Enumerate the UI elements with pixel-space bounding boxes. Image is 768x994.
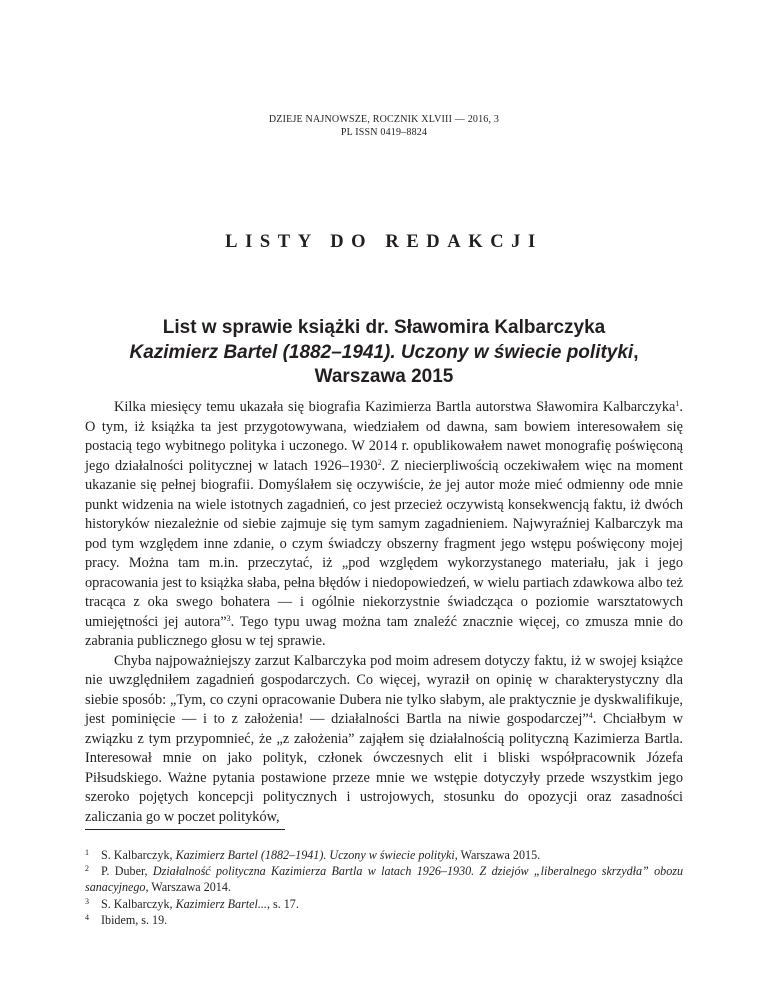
paragraph-1 <box>85 398 683 652</box>
footnotes <box>85 847 683 928</box>
paragraph-2-text-a: Chyba najpoważniejszy zarzut Kalbarczyka pod moim adresem dotyczy faktu, iż w swojej książce nie uwzględniłem zagadnień gospodarczych. Co więcej, wyraził on opinię w charakterystyczny dla siebie sposób: „Tym, co czyni opracowanie Dubera nie tylko słabym, ale praktycznie je dyskwalifikuje, jest pominięcie — i to z założenia! — działalności Bartla na niwie gospodarczej” <box>85 652 683 727</box>
article-body <box>85 398 683 827</box>
footnote-text-end: , Warszawa 2015. <box>454 848 541 862</box>
paragraph-1-text-c: . Z niecierpliwością oczekiwałem więc na moment ukazanie się pełnej biografii. Domyślałem się oczywiście, że jej autor może mieć odmienny ode mnie punkt widzenia na wiele istotnych zagadnień, co jest przecież oczywistą konsekwencją faktu, iż dwóch historyków niezależnie od siebie zajmuje się tym samym zagadnieniem. Najwyraźniej Kalbarczyk ma pod tym względem inne zdanie, o czym świadczy obszerny fragment jego wstępu poświęcony mojej pracy. Można tam m.in. przeczytać, iż „pod względem wykorzystanego materiału, jak i jego opracowania jest to książka słaba, pełna błędów i niedopowiedzeń, w wielu partiach zdawkowa albo też tracąca z oka swego bohatera — i ogólnie niekorzystnie świadcząca o poziomie warsztatowych umiejętności jej autora” <box>85 457 683 630</box>
journal-name: DZIEJE NAJNOWSZE, ROCZNIK XLVIII — 2016, 3 <box>268 114 500 125</box>
paragraph-1-text-b: . O tym, iż książka ta jest przygotowywana, wiedziałem od dawna, sam bowiem interesowałem się postacią tego wybitnego polityka i uczonego. W 2014 r. opublikowałem nawet monografię poświęconą jego działalności politycznej w latach 1926–1930 <box>85 399 683 474</box>
footnote-italic: Kazimierz Bartel (1882–1941). Uczony w świecie polityki <box>175 848 455 862</box>
paragraph-1-text-d: . Tego typu uwag można tam znaleźć znacznie więcej, co zmusza mnie do zabrania publicznego głosu w tej sprawie. <box>85 613 683 649</box>
paragraph-1-text-a: Kilka miesięcy temu ukazała się biografia Kazimierza Bartla autorstwa Sławomira Kalbarczyka <box>114 399 676 415</box>
book-title: Kazimierz Bartel (1882–1941). Uczony w świecie polityki <box>129 341 634 363</box>
footnote-ref-4: 4 <box>588 711 593 720</box>
footnote: 3 S. Kalbarczyk, Kazimierz Bartel..., s. 17. <box>85 896 299 911</box>
section-title: LISTY DO REDAKCJI <box>225 232 543 252</box>
footnote-text: S. Kalbarczyk, <box>101 848 176 862</box>
running-header <box>0 113 768 139</box>
footnote-text-end: , Warszawa 2014. <box>145 880 231 895</box>
title-line-1: List w sprawie książki dr. Sławomira Kalbarczyka <box>162 317 606 338</box>
footnote-text: S. Kalbarczyk, <box>101 896 176 911</box>
footnote-text: P. Duber, <box>101 864 153 879</box>
footnote-text: Ibidem, s. 19. <box>101 912 168 927</box>
footnote: 1 S. Kalbarczyk, Kazimierz Bartel (1882–1941). Uczony w świecie polityki, Warszawa 2015. <box>85 848 541 862</box>
title-line-3: Warszawa 2015 <box>314 366 454 387</box>
footnote-divider <box>85 829 285 830</box>
issn: PL ISSN 0419–8824 <box>340 127 428 138</box>
footnote: 4 Ibidem, s. 19. <box>85 912 168 927</box>
footnote: 2 P. Duber, Działalność polityczna Kazimierza Bartla w latach 1926–1930. Z dziejów „liberalnego skrzydła” obozu sanacyjnego, Warszawa 2014. <box>85 864 684 895</box>
footnote-ref-1: 1 <box>675 399 680 408</box>
paragraph-2 <box>85 652 683 828</box>
footnote-ref-3: 3 <box>226 613 231 623</box>
footnote-ref-2: 2 <box>377 457 382 467</box>
paragraph-2-text-b: . Chciałbym w związku z tym przypomnieć, że „z założenia” zająłem się działalnością polityczną Kazimierza Bartla. Interesował mnie on jako polityk, członek ówczesnych elit i bliski współpracownik Józefa Piłsudskiego. Ważne pytania postawione przeze mnie we wstępie dotyczyły przede wszystkim jego szeroko pojętych koncepcji politycznych i ustrojowych, stosunku do opozycji oraz zasadności zaliczania go w poczet polityków, <box>85 711 684 825</box>
title-line-2 <box>96 341 672 366</box>
footnote-text-end: , s. 17. <box>266 896 299 911</box>
footnote-italic: Kazimierz Bartel... <box>175 896 267 911</box>
footnote-italic: Działalność polityczna Kazimierza Bartla w latach 1926–1930. Z dziejów „liberalnego skrzydła” obozu sanacyjnego <box>85 864 684 895</box>
book-title-separator: , <box>633 341 639 363</box>
article-title <box>96 316 672 390</box>
